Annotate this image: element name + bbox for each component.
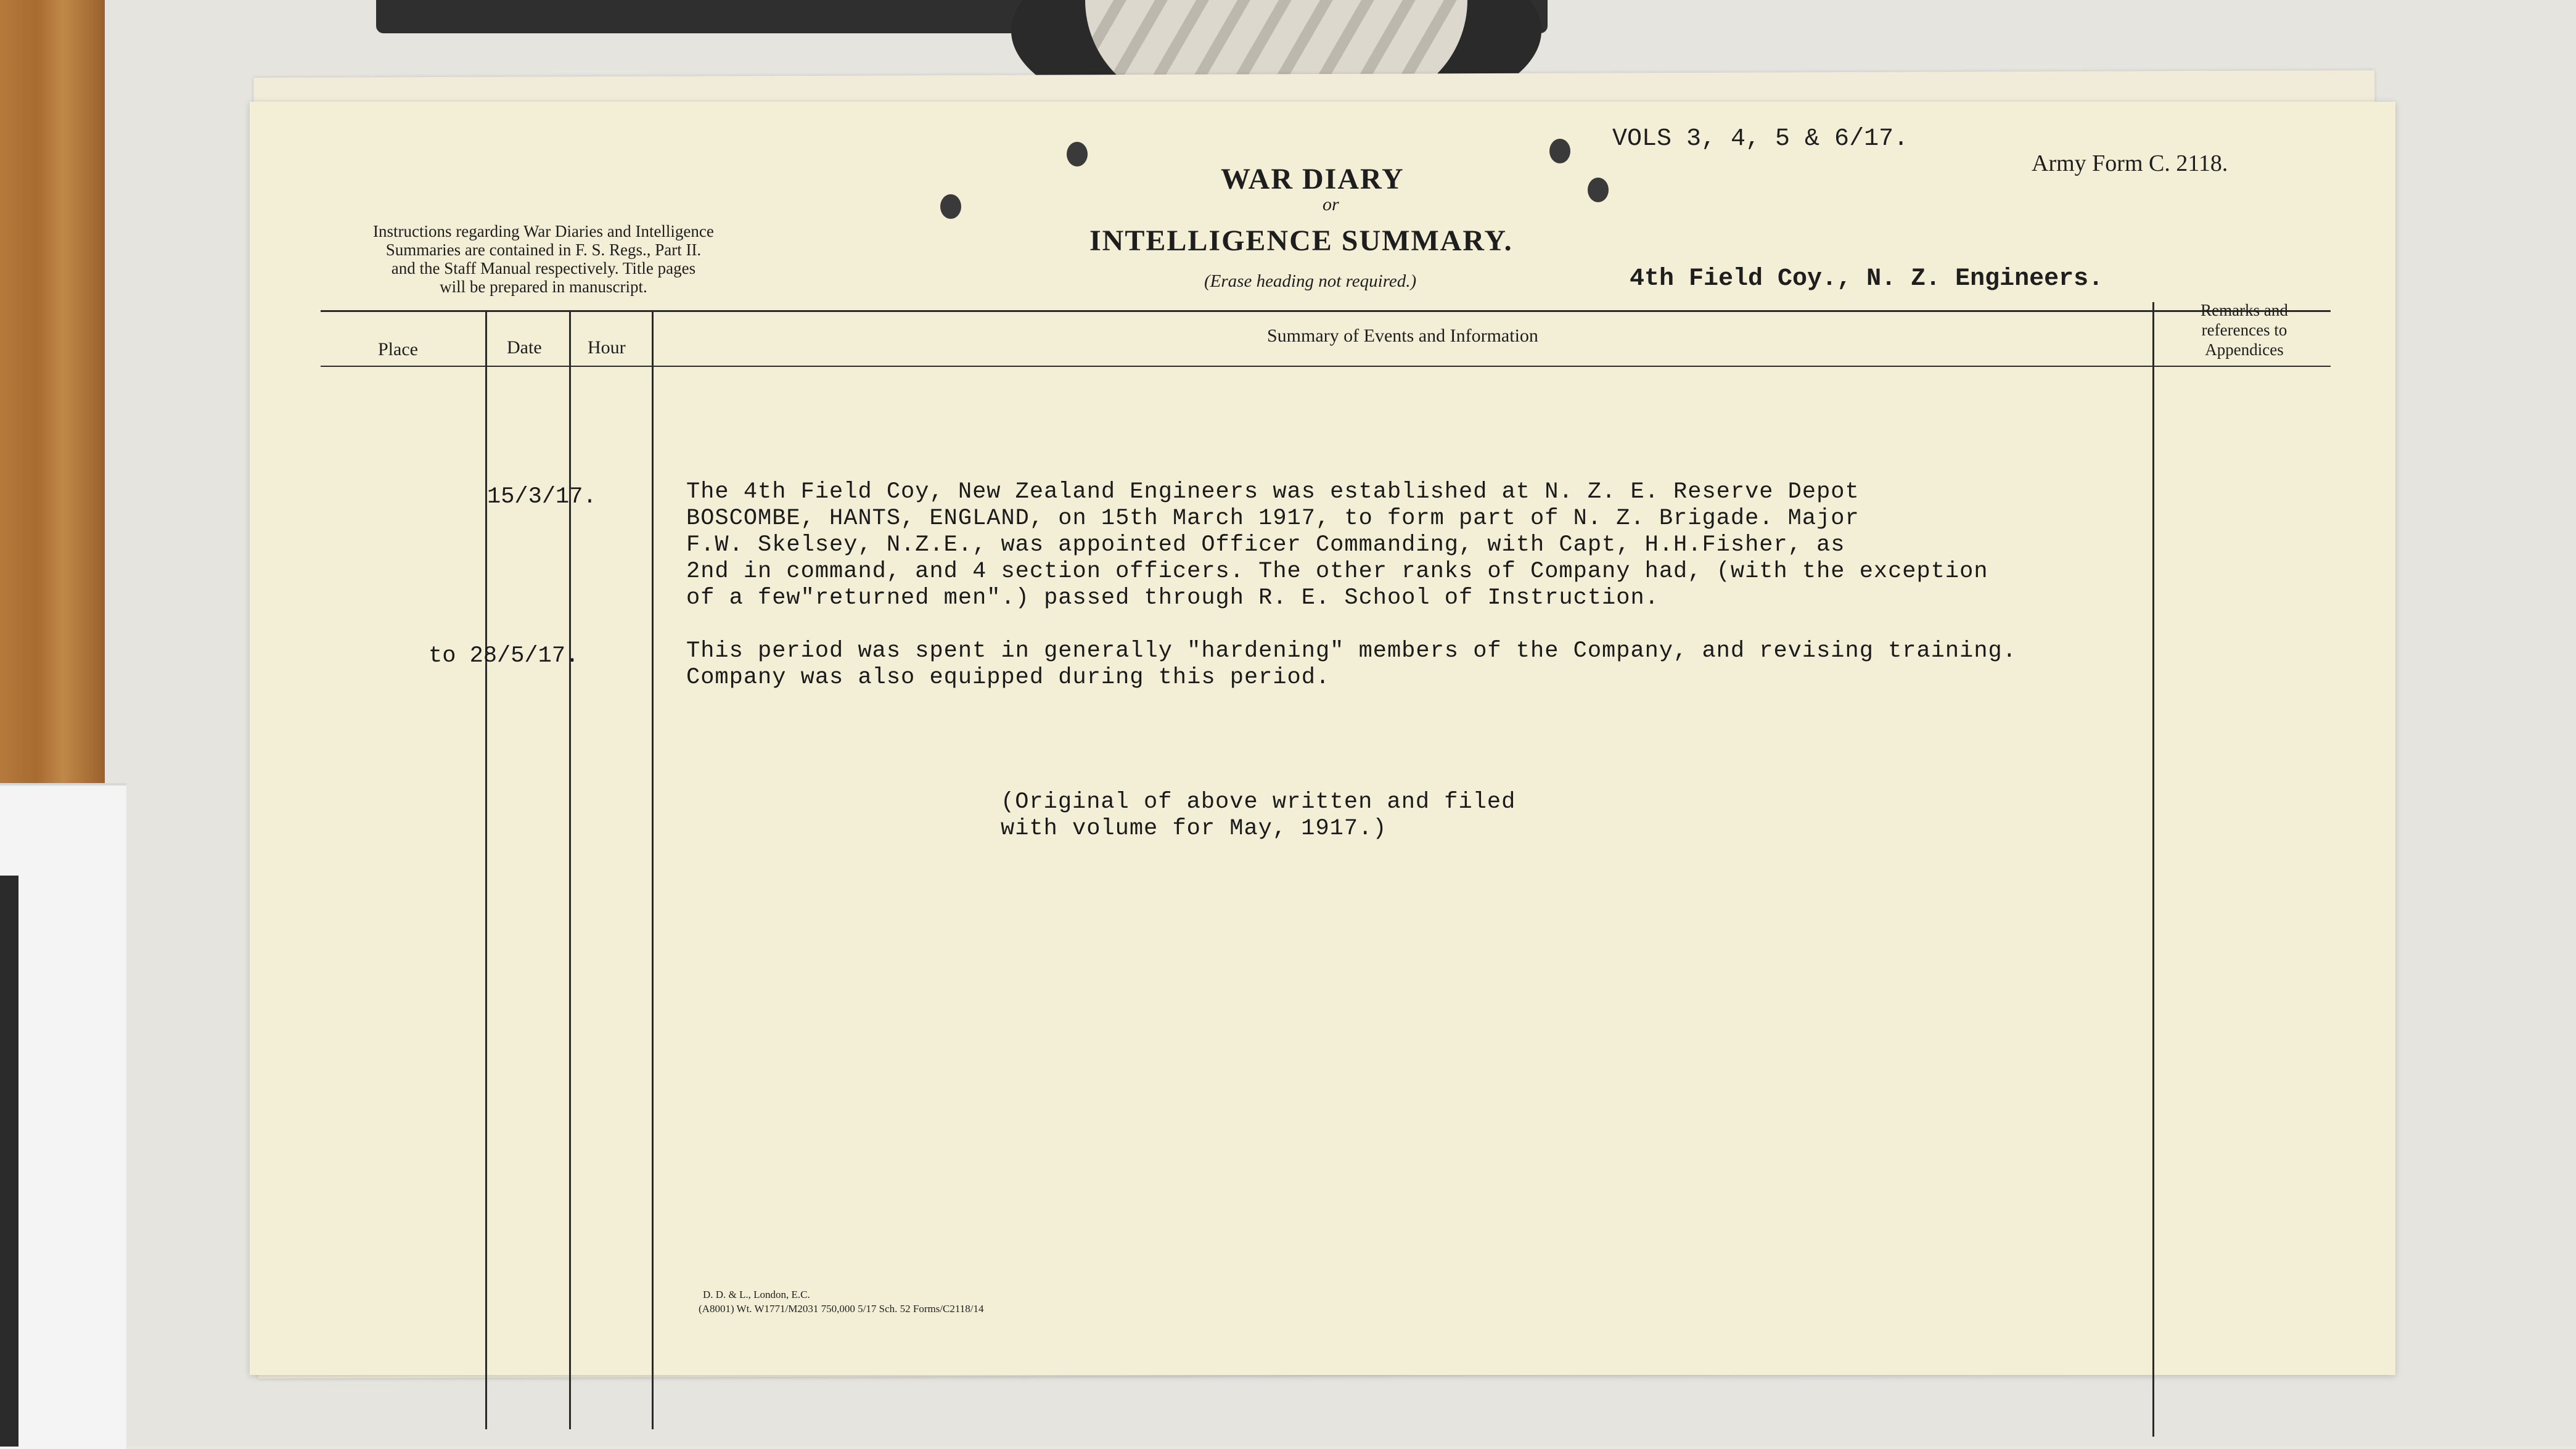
- column-divider: [569, 310, 571, 1429]
- column-divider: [2152, 302, 2154, 1437]
- volumes-label: VOLS 3, 4, 5 & 6/17.: [1612, 125, 1909, 153]
- column-header-hour: Hour: [588, 337, 626, 358]
- entry-line: of a few"returned men".) passed through R. E. School of Instruction.: [686, 585, 1659, 611]
- title-intelligence-summary: INTELLIGENCE SUMMARY.: [1089, 224, 1513, 257]
- unit-name: 4th Field Coy., N. Z. Engineers.: [1630, 265, 2104, 293]
- printer-imprint: (A8001) Wt. W1771/M2031 750,000 5/17 Sch. 52 Forms/C2118/14: [699, 1303, 984, 1315]
- war-diary-page: [250, 102, 2395, 1375]
- background-sheet: [0, 783, 126, 1449]
- instructions-line: Instructions regarding War Diaries and Intelligence: [373, 222, 714, 240]
- instructions-line: will be prepared in manuscript.: [440, 277, 647, 296]
- punch-hole: [1549, 139, 1570, 163]
- entry-line: This period was spent in generally "hardening" members of the Company, and revising training.: [686, 638, 2017, 664]
- note-line: (Original of above written and filed: [1001, 789, 1516, 815]
- entry-date: to 28/5/17.: [429, 643, 580, 669]
- entry-line: Company was also equipped during this period.: [686, 665, 1331, 691]
- entry-line: 2nd in command, and 4 section officers. The other ranks of Company had, (with the exception: [686, 559, 1988, 585]
- instructions-line: Summaries are contained in F. S. Regs., Part II.: [385, 240, 702, 259]
- title-war-diary: WAR DIARY: [1221, 163, 1405, 195]
- instructions-block: [373, 222, 714, 296]
- entry-line: F.W. Skelsey, N.Z.E., was appointed Officer Commanding, with Capt, H.H.Fisher, as: [686, 532, 1845, 558]
- column-header-date: Date: [507, 337, 542, 358]
- column-header-place: Place: [378, 339, 418, 359]
- punch-hole: [1588, 178, 1609, 202]
- punch-hole: [940, 194, 961, 219]
- army-form-number: Army Form C. 2118.: [2032, 150, 2228, 176]
- entry-line: BOSCOMBE, HANTS, ENGLAND, on 15th March 1917, to form part of N. Z. Brigade. Major: [686, 506, 1860, 532]
- entry-line: The 4th Field Coy, New Zealand Engineers was established at N. Z. E. Reserve Depot: [686, 479, 1860, 505]
- remarks-header-line: references to: [2201, 321, 2287, 339]
- remarks-header-line: Remarks and: [2201, 301, 2288, 319]
- erase-heading-note: (Erase heading not required.): [1204, 271, 1417, 291]
- note-line: with volume for May, 1917.): [1001, 816, 1387, 842]
- punch-hole: [1067, 142, 1088, 166]
- dark-object-edge: [0, 876, 18, 1447]
- entry-date: 15/3/17.: [487, 484, 597, 510]
- column-divider: [485, 310, 487, 1429]
- instructions-line: and the Staff Manual respectively. Title pages: [391, 259, 696, 277]
- column-header-summary: Summary of Events and Information: [1267, 326, 1538, 346]
- printer-imprint: D. D. & L., London, E.C.: [703, 1289, 810, 1300]
- table-top-rule: [321, 310, 2331, 312]
- remarks-header-line: Appendices: [2205, 340, 2284, 359]
- wooden-table-edge: [0, 0, 105, 783]
- column-divider: [652, 310, 654, 1429]
- header-bottom-rule: [321, 366, 2331, 367]
- column-header-remarks: [2161, 300, 2328, 359]
- title-or: or: [1323, 194, 1339, 215]
